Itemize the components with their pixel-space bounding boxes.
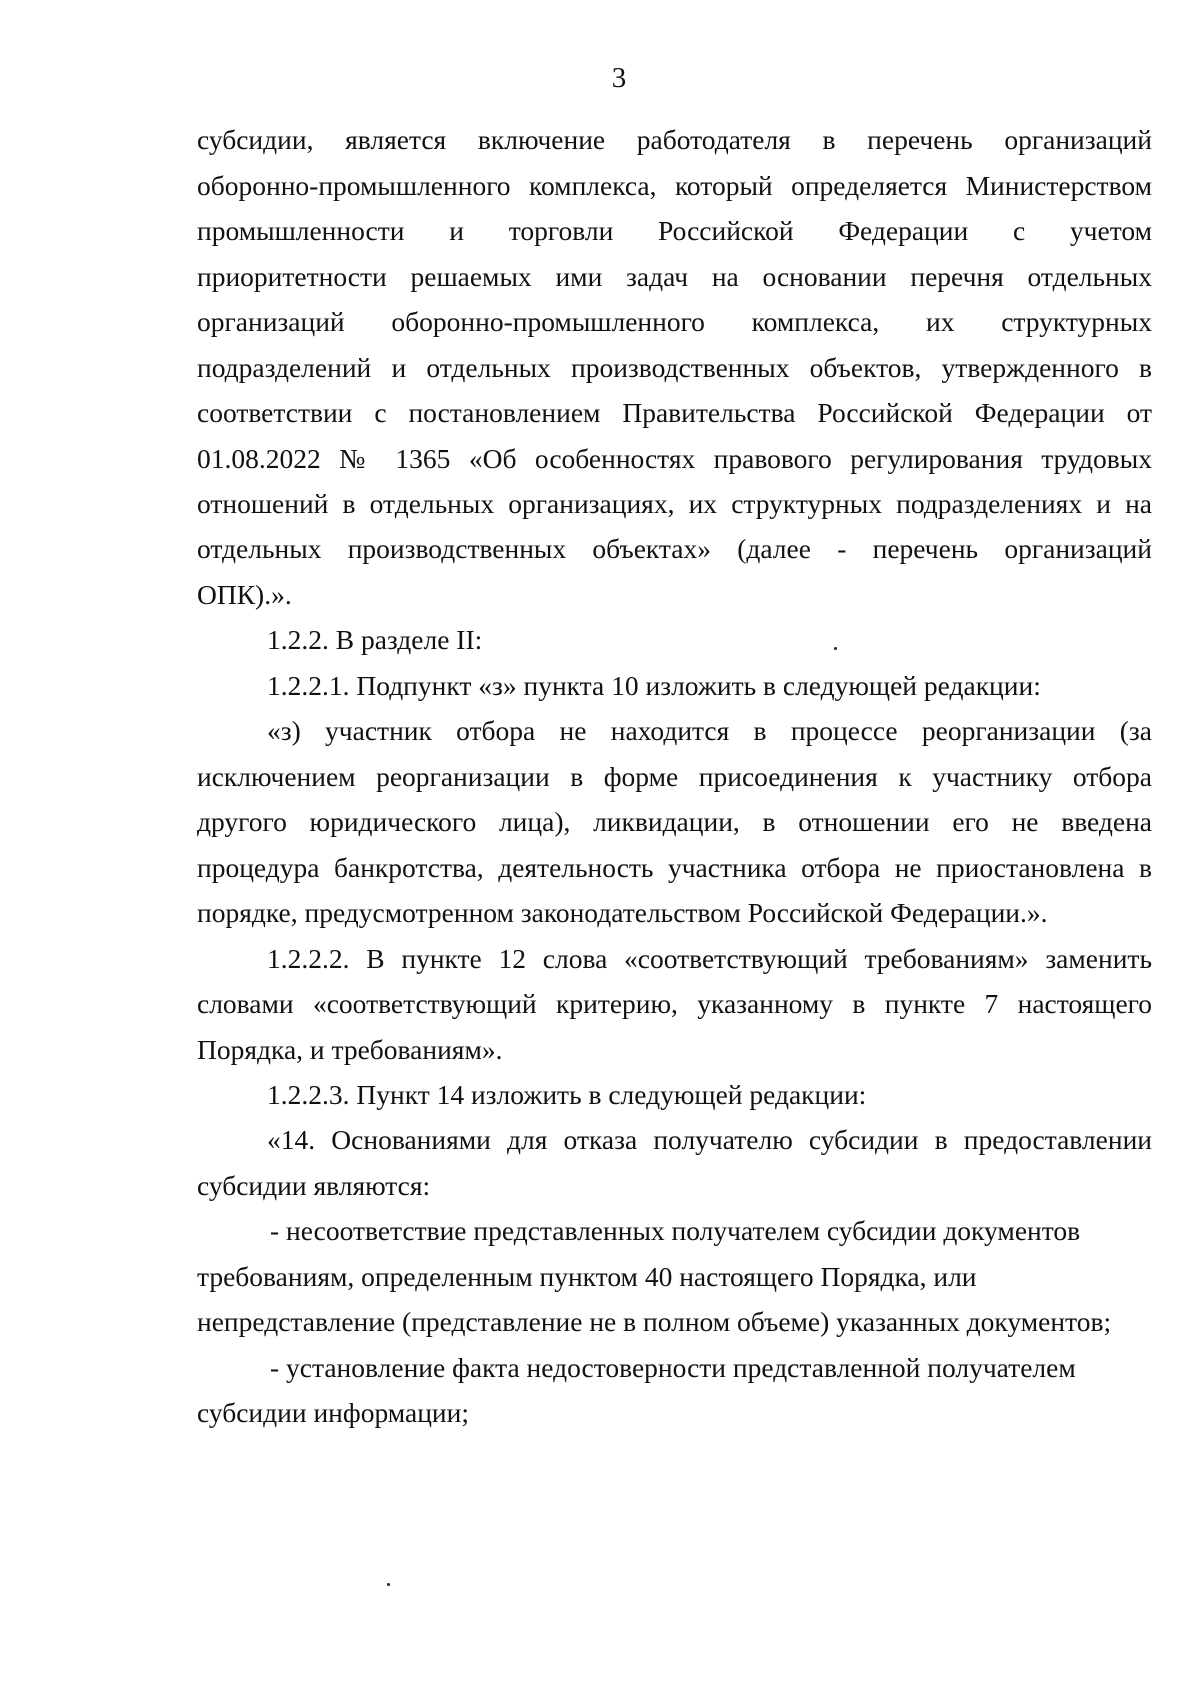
text-line: «з) участник отбора не находится в процессе реорганизации (за (267, 715, 1152, 746)
text-line: отношений в отдельных организациях, их структурных подразделениях и на (197, 488, 1152, 519)
text-line: порядке, предусмотренном законодательством Российской Федерации.». (197, 897, 1048, 928)
text-line: подразделений и отдельных производственных объектов, утвержденного в (197, 352, 1152, 383)
section-heading: 1.2.2. В разделе II: (267, 624, 483, 655)
text-line: отдельных производственных объектах» (далее - перечень организаций (197, 533, 1152, 564)
text-line: словами «соответствующий критерию, указанному в пункте 7 настоящего (197, 988, 1152, 1019)
text-line: 01.08.2022 № 1365 «Об особенностях правового регулирования трудовых (197, 443, 1152, 474)
text-line: оборонно-промышленного комплекса, который определяется Министерством (197, 170, 1152, 201)
text-line: 1.2.2.2. В пункте 12 слова «соответствующий требованиям» заменить (267, 943, 1152, 974)
text-line: «14. Основаниями для отказа получателю субсидии в предоставлении (267, 1124, 1152, 1155)
text-line: субсидии, является включение работодателя в перечень организаций (197, 124, 1152, 155)
text-line: другого юридического лица), ликвидации, в отношении его не введена (197, 806, 1152, 837)
text-line: Порядка, и требованиям». (197, 1034, 503, 1065)
list-item-line: непредставление (представление не в полном объеме) указанных документов; (197, 1306, 1112, 1337)
text-line: процедура банкротства, деятельность участника отбора не приостановлена в (197, 852, 1152, 883)
list-item-line: - установление факта недостоверности представленной получателем (270, 1352, 1076, 1383)
list-item-line: требованиям, определенным пунктом 40 настоящего Порядка, или (197, 1261, 977, 1292)
text-line: ОПК).». (197, 579, 292, 610)
scan-speck (834, 647, 837, 650)
scan-speck (387, 1583, 390, 1586)
text-line: исключением реорганизации в форме присоединения к участнику отбора (197, 761, 1152, 792)
text-line: промышленности и торговли Российской Федерации с учетом (197, 215, 1152, 246)
text-line: субсидии являются: (197, 1170, 431, 1201)
text-line: организаций оборонно-промышленного комплекса, их структурных (197, 306, 1152, 337)
list-item-line: субсидии информации; (197, 1397, 469, 1428)
page-number: 3 (611, 62, 627, 94)
subsection-heading: 1.2.2.1. Подпункт «з» пункта 10 изложить в следующей редакции: (267, 670, 1041, 701)
text-line: приоритетности решаемых ими задач на основании перечня отдельных (197, 261, 1152, 292)
subsection-heading: 1.2.2.3. Пункт 14 изложить в следующей редакции: (267, 1079, 867, 1110)
text-line: соответствии с постановлением Правительства Российской Федерации от (197, 397, 1152, 428)
list-item-line: - несоответствие представленных получателем субсидии документов (270, 1215, 1081, 1246)
